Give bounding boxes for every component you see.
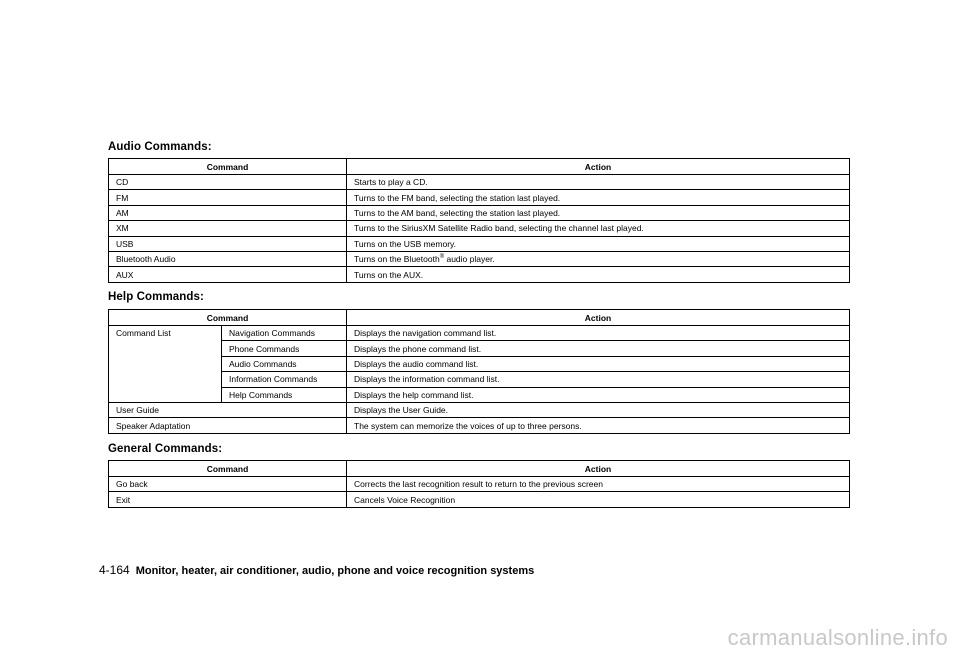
subcommand-cell: Navigation Commands bbox=[222, 326, 347, 341]
action-cell: Displays the audio command list. bbox=[347, 356, 850, 371]
action-cell: Displays the User Guide. bbox=[347, 402, 850, 417]
subcommand-cell: Information Commands bbox=[222, 372, 347, 387]
table-row bbox=[109, 236, 850, 251]
table-header-row bbox=[109, 159, 850, 175]
table-row bbox=[109, 477, 850, 492]
action-cell: Cancels Voice Recognition bbox=[347, 492, 850, 507]
command-cell: Exit bbox=[116, 494, 131, 505]
command-cell: USB bbox=[109, 236, 347, 251]
table-row bbox=[109, 267, 850, 282]
table-row bbox=[109, 418, 850, 433]
table-header-row bbox=[109, 310, 850, 326]
action-cell: Turns to the AM band, selecting the station last played. bbox=[347, 205, 850, 220]
action-column-header: Action bbox=[347, 159, 850, 175]
table-row bbox=[109, 175, 850, 190]
command-cell: AM bbox=[109, 205, 347, 220]
command-cell: Bluetooth Audio bbox=[109, 251, 347, 266]
action-cell: Turns to the SiriusXM Satellite Radio band, selecting the channel last played. bbox=[347, 221, 850, 236]
action-text: Turns on the Bluetooth bbox=[354, 254, 440, 265]
subcommand-cell: Phone Commands bbox=[222, 341, 347, 356]
action-cell: Corrects the last recognition result to return to the previous screen bbox=[347, 477, 850, 492]
command-cell: User Guide bbox=[109, 402, 347, 417]
watermark: carmanualsonline.info bbox=[727, 625, 948, 650]
table-row bbox=[109, 492, 850, 507]
table-row bbox=[109, 221, 850, 236]
command-cell: Speaker Adaptation bbox=[116, 420, 191, 431]
command-column-header: Command bbox=[109, 310, 347, 326]
action-cell: Turns on the USB memory. bbox=[347, 236, 850, 251]
help-commands-heading: Help Commands: bbox=[108, 291, 204, 303]
action-cell: Displays the navigation command list. bbox=[347, 326, 850, 341]
table-row bbox=[109, 402, 850, 417]
command-cell: FM bbox=[109, 190, 347, 205]
action-cell bbox=[347, 251, 850, 266]
subcommand-cell: Help Commands bbox=[222, 387, 347, 402]
action-column-header: Action bbox=[347, 461, 850, 477]
page-footer bbox=[99, 563, 534, 577]
audio-commands-heading: Audio Commands: bbox=[108, 141, 212, 153]
command-column-header: Command bbox=[109, 461, 347, 477]
table-row bbox=[109, 326, 850, 341]
action-text: audio player. bbox=[444, 254, 495, 265]
command-list-cell: Command List bbox=[109, 326, 222, 403]
help-commands-table bbox=[108, 309, 850, 434]
action-cell: Displays the help command list. bbox=[347, 387, 850, 402]
table-row bbox=[109, 205, 850, 220]
action-cell: Displays the phone command list. bbox=[347, 341, 850, 356]
table-row bbox=[109, 251, 850, 266]
command-cell: AUX bbox=[116, 269, 134, 280]
action-cell: Displays the information command list. bbox=[347, 372, 850, 387]
table-header-row bbox=[109, 461, 850, 477]
action-cell: Starts to play a CD. bbox=[347, 175, 850, 190]
action-cell: Turns to the FM band, selecting the station last played. bbox=[347, 190, 850, 205]
table-row bbox=[109, 190, 850, 205]
general-commands-heading: General Commands: bbox=[108, 443, 223, 455]
subcommand-cell: Audio Commands bbox=[222, 356, 347, 371]
chapter-title: Monitor, heater, air conditioner, audio, phone and voice recognition systems bbox=[135, 565, 535, 577]
action-cell: The system can memorize the voices of up to three persons. bbox=[347, 418, 850, 433]
action-column-header: Action bbox=[347, 310, 850, 326]
general-commands-table bbox=[108, 460, 850, 508]
command-cell: CD bbox=[109, 175, 347, 190]
command-column-header: Command bbox=[109, 159, 347, 175]
action-cell: Turns on the AUX. bbox=[347, 267, 850, 282]
registered-mark: ® bbox=[439, 254, 445, 261]
command-cell: Go back bbox=[109, 477, 347, 492]
command-cell: XM bbox=[109, 221, 347, 236]
page-number: 4-164 bbox=[99, 563, 130, 577]
audio-commands-table bbox=[108, 158, 850, 283]
